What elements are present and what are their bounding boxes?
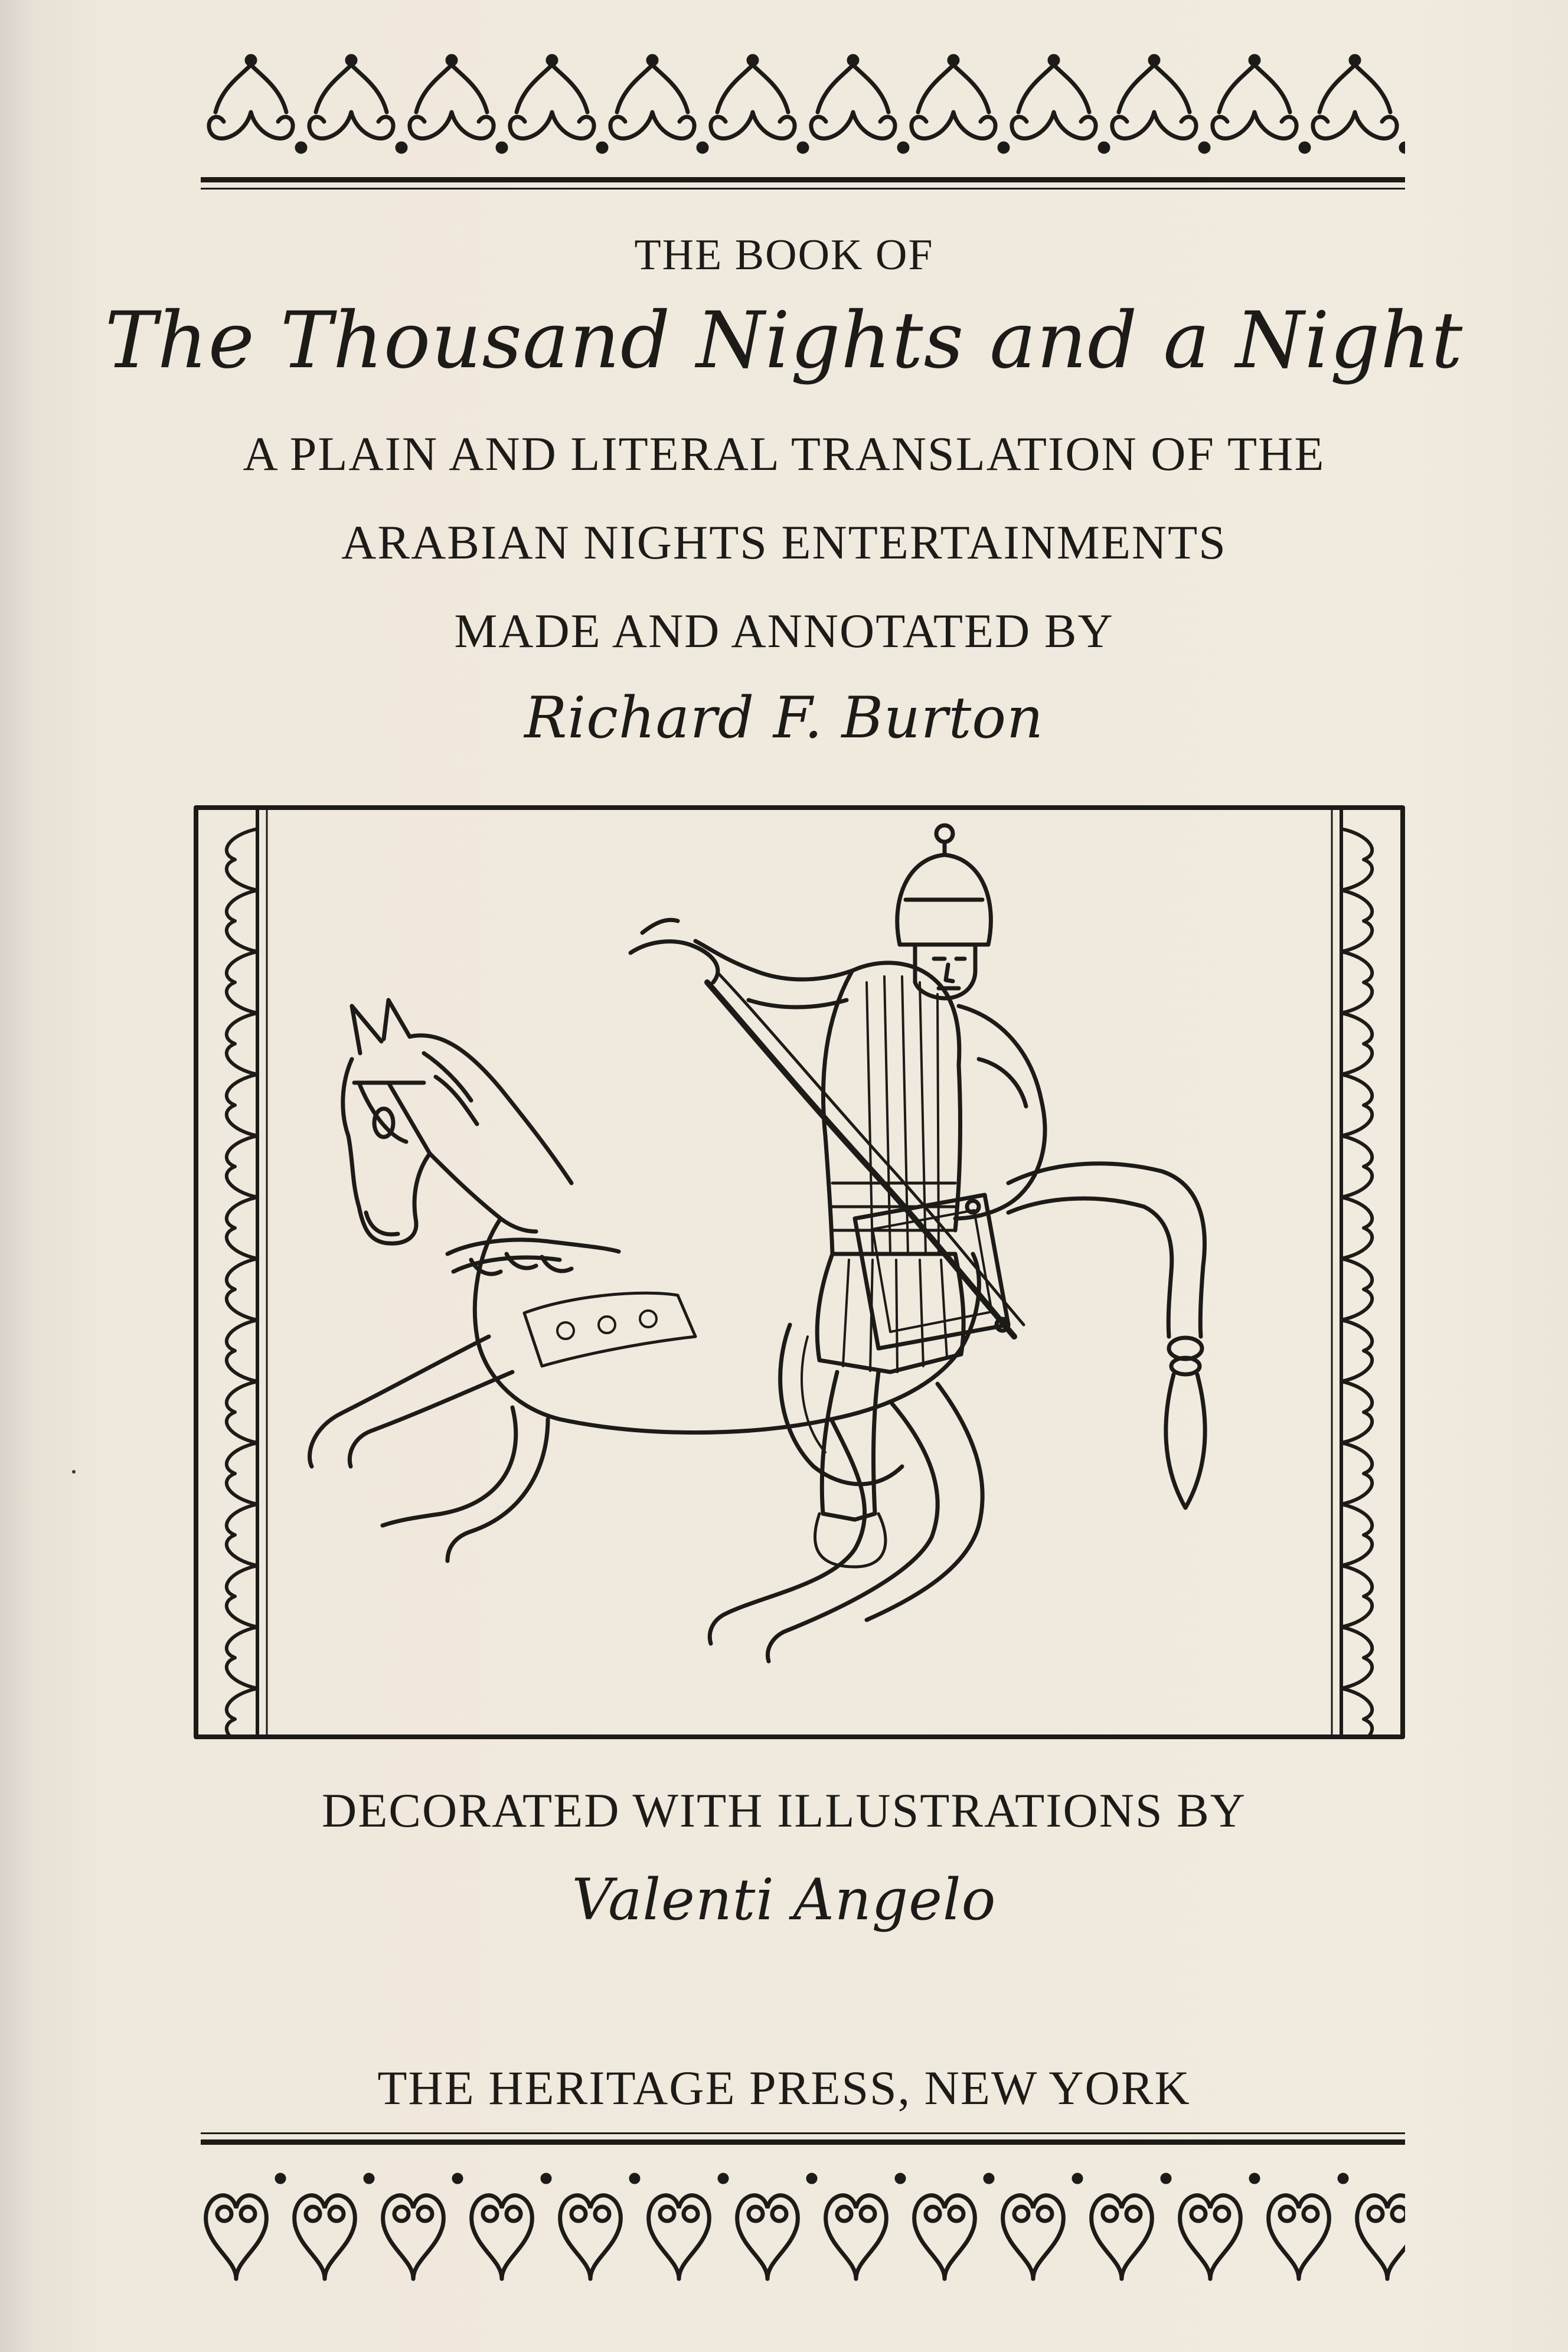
bottom-ornament-band: [201, 2161, 1405, 2291]
book-of-heading: THE BOOK OF: [634, 231, 934, 279]
subtitle-line-1: A PLAIN AND LITERAL TRANSLATION OF THE: [243, 427, 1325, 481]
bottom-rule-thick: [201, 2139, 1405, 2145]
top-rule-thick: [201, 177, 1405, 182]
translator-name: Richard F. Burton: [524, 685, 1044, 751]
knight-illustration: [194, 805, 1405, 1739]
gutter-mark: [72, 1470, 76, 1474]
horse-drawing: [310, 1000, 1206, 1661]
subtitle-line-3: MADE AND ANNOTATED BY: [454, 604, 1114, 658]
publisher-line: THE HERITAGE PRESS, NEW YORK: [377, 2061, 1191, 2115]
illustrator-name: Valenti Angelo: [571, 1867, 997, 1933]
bottom-rule-thin: [201, 2132, 1405, 2134]
top-ornament-band: [201, 53, 1405, 171]
top-rule-thin: [201, 188, 1405, 190]
decorated-by-line: DECORATED WITH ILLUSTRATIONS BY: [321, 1783, 1247, 1837]
subtitle-line-2: ARABIAN NIGHTS ENTERTAINMENTS: [341, 515, 1227, 569]
book-title: The Thousand Nights and a Night: [104, 295, 1464, 386]
